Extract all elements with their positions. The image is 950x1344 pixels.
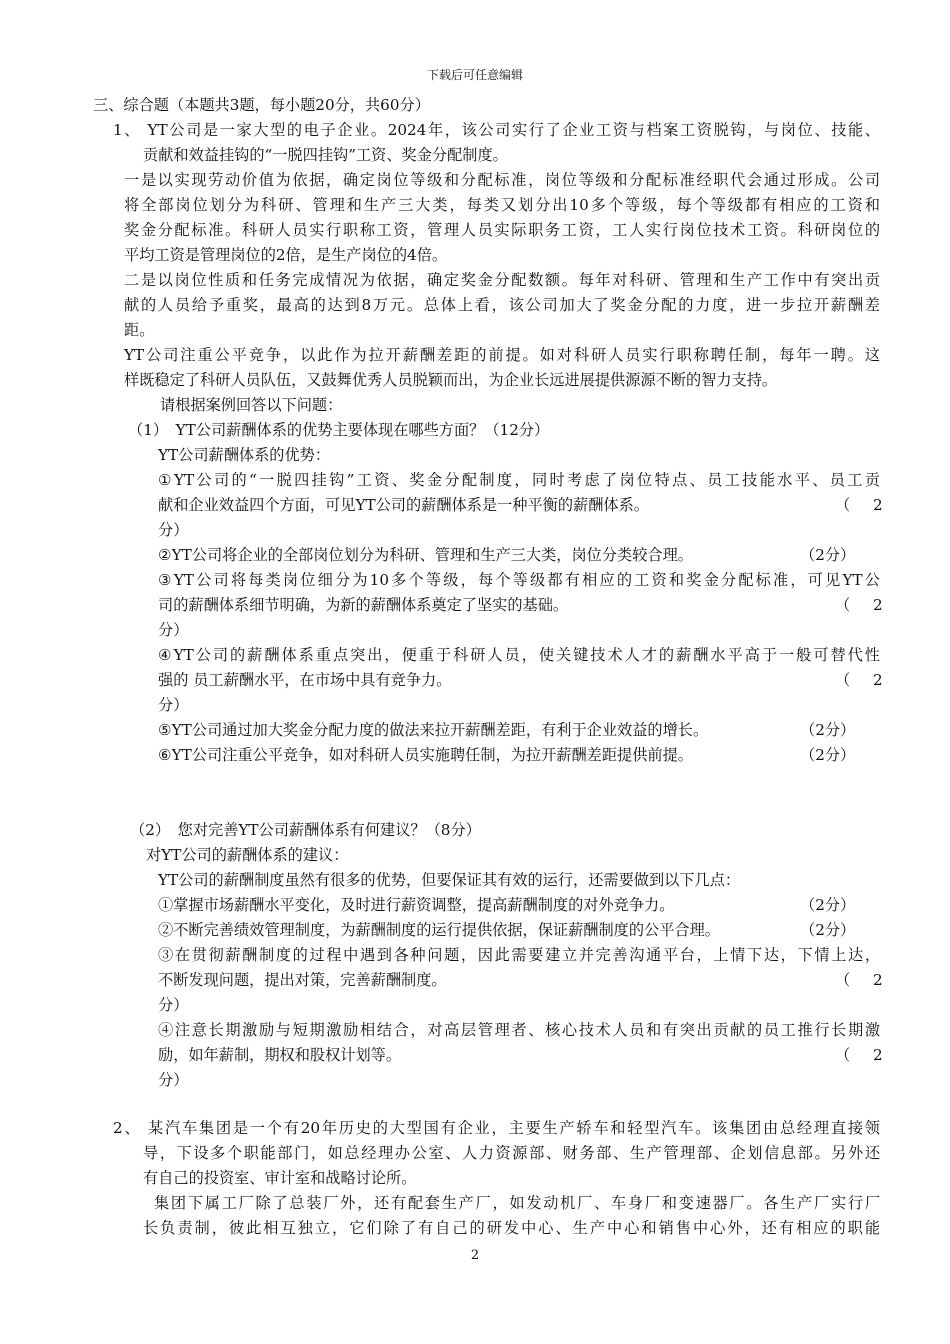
q1-sub1-intro: YT公司薪酬体系的优势： xyxy=(158,446,331,464)
q1-p2-line-3: 距。 xyxy=(124,321,155,339)
score-open: （ xyxy=(835,596,851,614)
q1-p1-line-4: 平均工资是管理岗位的2倍，是生产岗位的4倍。 xyxy=(124,246,448,264)
score-value: 2 xyxy=(873,971,883,989)
score-label: （2分） xyxy=(800,721,856,739)
q1-sub1-question: （1） YT公司薪酬体系的优势主要体现在哪些方面？（12分） xyxy=(128,421,550,439)
score-label: （2分） xyxy=(800,746,856,764)
score-label: （2分） xyxy=(800,921,856,939)
answer-4-line-2: 强的 员工薪酬水平，在市场中具有竞争力。 xyxy=(158,671,452,689)
suggestion-2: ②不断完善绩效管理制度，为薪酬制度的运行提供依据，保证薪酬制度的公平合理。 xyxy=(158,921,720,939)
answer-5: ⑤YT公司通过加大奖金分配力度的做法来拉开薪酬差距，有利于企业效益的增长。 xyxy=(158,721,709,739)
q1-prompt: 请根据案例回答以下问题： xyxy=(160,396,343,414)
answer-1-line-1: ①YT公司的“一脱四挂钩”工资、奖金分配制度，同时考虑了岗位特点、员工技能水平、员工贡 xyxy=(158,471,880,489)
q1-intro-line-1: 1、 YT公司是一家大型的电子企业。2024年，该公司实行了企业工资与档案工资脱钩，与岗位、技能、 xyxy=(113,121,880,139)
score-close: 分） xyxy=(158,1071,189,1089)
section-title: 三、综合题（本题共3题，每小题20分，共60分） xyxy=(93,96,430,114)
score-close: 分） xyxy=(158,621,189,639)
score-value: 2 xyxy=(873,671,883,689)
q1-p1-line-3: 奖金分配标准。科研人员实行职称工资，管理人员实际职务工资，工人实行岗位技术工资。科研岗位的 xyxy=(124,221,880,239)
q2-p1-line-2: 长负责制，彼此相互独立，它们除了有自己的研发中心、生产中心和销售中心外，还有相应的职能 xyxy=(143,1219,880,1237)
score-label: （2分） xyxy=(800,546,856,564)
score-open: （ xyxy=(835,671,851,689)
score-open: （ xyxy=(835,971,851,989)
q1-p2-line-1: 二是以岗位性质和任务完成情况为依据，确定奖金分配数额。每年对科研、管理和生产工作中有突出贡 xyxy=(124,271,880,289)
score-label: （2分） xyxy=(800,896,856,914)
score-value: 2 xyxy=(873,1046,883,1064)
page-number: 2 xyxy=(470,1248,480,1263)
score-close: 分） xyxy=(158,996,189,1014)
suggestion-3-line-1: ③在贯彻薪酬制度的过程中遇到各种问题，因此需要建立并完善沟通平台，上情下达，下情上达， xyxy=(158,946,880,964)
q2-intro-line-2: 导，下设多个职能部门，如总经理办公室、人力资源部、财务部、生产管理部、企划信息部。另外还 xyxy=(143,1144,880,1162)
q2-p1-line-1: 集团下属工厂除了总装厂外，还有配套生产厂，如发动机厂、车身厂和变速器厂。各生产厂实行厂 xyxy=(154,1194,880,1212)
q2-intro-line-1: 2、 某汽车集团是一个有20年历史的大型国有企业，主要生产轿车和轻型汽车。该集团由总经理直接领 xyxy=(113,1119,880,1137)
score-open: （ xyxy=(835,1046,851,1064)
q1-p3-line-2: 样既稳定了科研人员队伍，又鼓舞优秀人员脱颖而出，为企业长远进展提供源源不断的智力支持。 xyxy=(124,371,778,389)
suggestion-3-line-2: 不断发现问题，提出对策，完善薪酬制度。 xyxy=(158,971,447,989)
q1-sub2-question: （2） 您对完善YT公司薪酬体系有何建议？（8分） xyxy=(130,821,481,839)
answer-3-line-2: 司的薪酬体系细节明确，为新的薪酬体系奠定了坚实的基础。 xyxy=(158,596,569,614)
suggestion-4-line-2: 励，如年薪制，期权和股权计划等。 xyxy=(158,1046,401,1064)
score-value: 2 xyxy=(873,496,883,514)
q1-p1-line-1: 一是以实现劳动价值为依据，确定岗位等级和分配标准，岗位等级和分配标准经职代会通过形成。公司 xyxy=(124,171,880,189)
page-header: 下载后可任意编辑 xyxy=(426,68,523,82)
q1-p3-line-1: YT公司注重公平竞争，以此作为拉开薪酬差距的前提。如对科研人员实行职称聘任制，每年一聘。这 xyxy=(124,346,880,364)
answer-6: ⑥YT公司注重公平竞争，如对科研人员实施聘任制，为拉开薪酬差距提供前提。 xyxy=(158,746,693,764)
score-open: （ xyxy=(835,496,851,514)
score-close: 分） xyxy=(158,521,189,539)
q1-sub2-lead: YT公司的薪酬制度虽然有很多的优势，但要保证其有效的运行，还需要做到以下几点： xyxy=(158,871,741,889)
score-value: 2 xyxy=(873,596,883,614)
suggestion-1: ①掌握市场薪酬水平变化，及时进行薪资调整，提高薪酬制度的对外竞争力。 xyxy=(158,896,675,914)
answer-1-line-2: 献和企业效益四个方面，可见YT公司的薪酬体系是一种平衡的薪酬体系。 xyxy=(158,496,649,514)
q1-intro-line-2: 贡献和效益挂钩的“一脱四挂钩”工资、奖金分配制度。 xyxy=(143,146,508,164)
answer-3-line-1: ③YT公司将每类岗位细分为10多个等级，每个等级都有相应的工资和奖金分配标准，可见YT公 xyxy=(158,571,880,589)
q1-sub2-intro: 对YT公司的薪酬体系的建议： xyxy=(146,846,349,864)
q1-p1-line-2: 将全部岗位划分为科研、管理和生产三大类，每类又划分出10多个等级，每个等级都有相应的工资和 xyxy=(124,196,880,214)
answer-4-line-1: ④YT公司的薪酬体系重点突出，便重于科研人员，使关键技术人才的薪酬水平高于一般可替代性 xyxy=(158,646,880,664)
answer-2: ②YT公司将企业的全部岗位划分为科研、管理和生产三大类，岗位分类较合理。 xyxy=(158,546,693,564)
suggestion-4-line-1: ④注意长期激励与短期激励相结合，对高层管理者、核心技术人员和有突出贡献的员工推行长期激 xyxy=(158,1021,880,1039)
q1-p2-line-2: 献的人员给予重奖，最高的达到8万元。总体上看，该公司加大了奖金分配的力度，进一步拉开薪酬差 xyxy=(124,296,880,314)
score-close: 分） xyxy=(158,696,189,714)
q2-intro-line-3: 有自己的投资室、审计室和战略讨论所。 xyxy=(143,1169,417,1187)
